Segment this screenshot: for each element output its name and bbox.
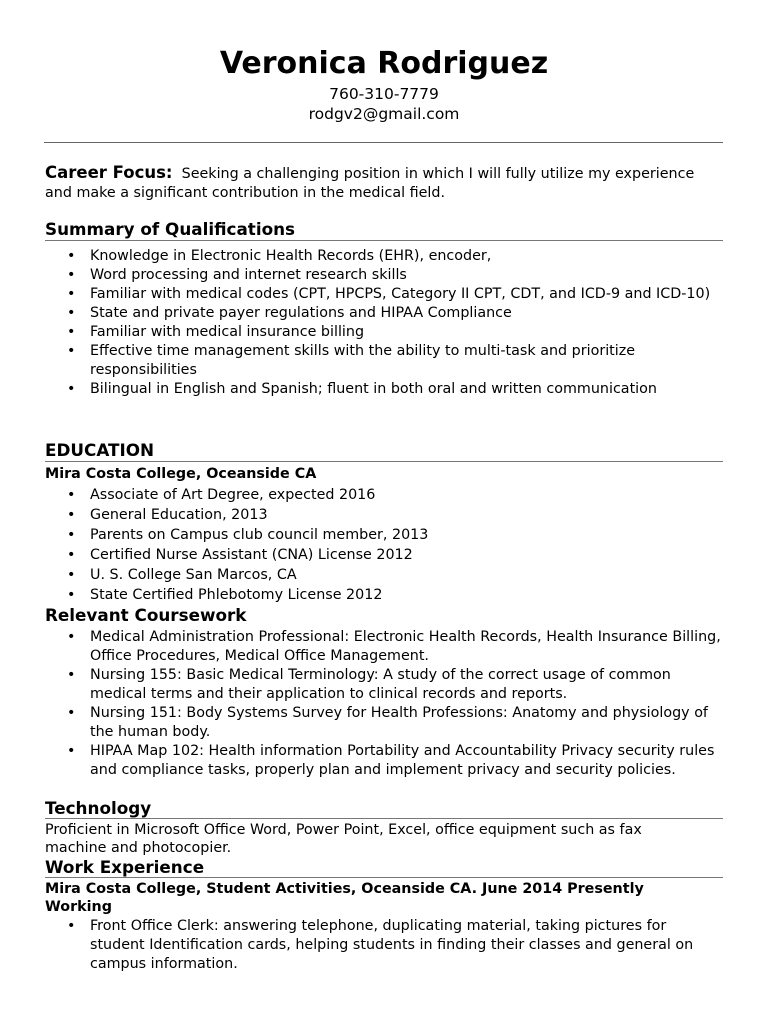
list-item: • Front Office Clerk: answering telephone, duplicating material, taking pictures for student Identification cards, helping students in finding their classes and general on campus information. [45, 917, 725, 974]
list-item: • HIPAA Map 102: Health information Portability and Accountability Privacy security rules and compliance tasks, properly plan and implement privacy and security policies. [45, 742, 725, 780]
list-item: • Parents on Campus club council member, 2013 [45, 525, 725, 545]
candidate-name: Veronica Rodriguez [219, 46, 549, 81]
technology-text: Proficient in Microsoft Office Word, Power Point, Excel, office equipment such as fax machine and photocopier. [45, 822, 642, 856]
list-item: • Certified Nurse Assistant (CNA) License 2012 [45, 545, 725, 565]
list-item: • Effective time management skills with the ability to multi-task and prioritize responsibilities [45, 342, 725, 380]
phone-number: 760-310-7779 [329, 85, 439, 103]
career-focus-label: Career Focus: [45, 163, 173, 182]
coursework-list [45, 628, 725, 780]
list-item: • Nursing 155: Basic Medical Terminology: A study of the correct usage of common medical terms and their application to clinical records and reports. [45, 666, 725, 704]
list-item: • Bilingual in English and Spanish; fluent in both oral and written communication [45, 380, 725, 399]
list-item: • General Education, 2013 [45, 505, 725, 525]
list-item: • Knowledge in Electronic Health Records (EHR), encoder, [45, 247, 725, 266]
career-focus [45, 163, 725, 203]
list-item: • Nursing 151: Body Systems Survey for Health Professions: Anatomy and physiology of the human body. [45, 704, 725, 742]
list-item: • Familiar with medical codes (CPT, HPCPS, Category II CPT, CDT, and ICD-9 and ICD-10) [45, 285, 725, 304]
work-experience-heading: Work Experience [45, 857, 723, 878]
list-item: • U. S. College San Marcos, CA [45, 565, 725, 585]
header-divider [44, 142, 723, 143]
email-address: rodgv2@gmail.com [308, 105, 460, 123]
qualifications-list [45, 247, 725, 399]
technology-heading: Technology [45, 798, 723, 819]
list-item: • Associate of Art Degree, expected 2016 [45, 485, 725, 505]
list-item: • Word processing and internet research skills [45, 266, 725, 285]
work-duties-list [45, 917, 725, 974]
list-item: • Familiar with medical insurance billing [45, 323, 725, 342]
coursework-heading: Relevant Coursework [45, 605, 247, 625]
list-item: • State and private payer regulations and HIPAA Compliance [45, 304, 725, 323]
work-employer: Mira Costa College, Student Activities, Oceanside CA. June 2014 Presently Working [45, 881, 644, 915]
education-school: Mira Costa College, Oceanside CA [45, 466, 317, 482]
education-heading: EDUCATION [45, 439, 723, 462]
qualifications-heading: Summary of Qualifications [45, 218, 723, 241]
list-item: • Medical Administration Professional: Electronic Health Records, Health Insurance Billing, Office Procedures, Medical Office Management. [45, 628, 725, 666]
career-focus-text: Seeking a challenging position in which I will fully utilize my experience and make a significant contribution in the medical field. [45, 166, 695, 201]
education-list [45, 485, 725, 605]
list-item: • State Certified Phlebotomy License 2012 [45, 585, 725, 605]
